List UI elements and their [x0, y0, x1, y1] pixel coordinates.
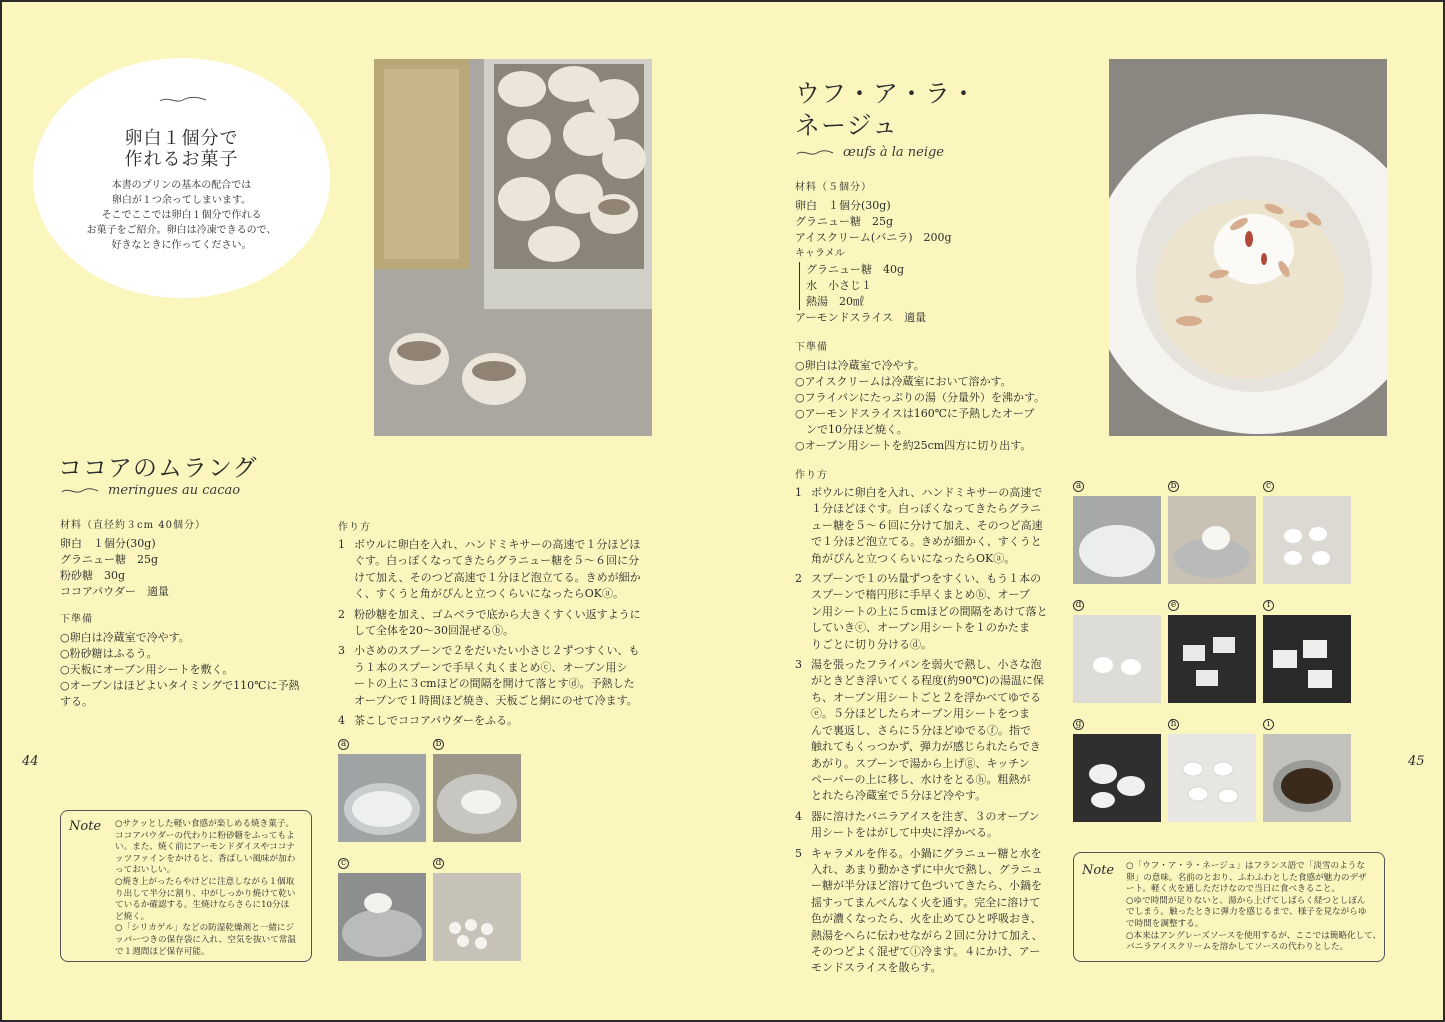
ingredient: 卵白 １個分(30g)	[60, 537, 156, 550]
step-photo-f	[1263, 615, 1351, 703]
step-number: 5	[795, 846, 802, 860]
step-number: 3	[338, 644, 345, 658]
caramel-list	[799, 262, 1065, 310]
right-ingredients	[795, 180, 1065, 454]
method-heading: 作り方	[795, 470, 828, 481]
page-number-left: 44	[22, 754, 39, 769]
step	[338, 537, 658, 603]
step-photo-b	[433, 754, 521, 842]
ingredient: ココアパウダー 適量	[60, 585, 170, 598]
step-photo-c	[338, 873, 426, 961]
note-label: Note	[1082, 863, 1115, 878]
ingredient: グラニュー糖 40g	[806, 263, 905, 276]
ingredients-heading: 材料（直径約３cm 40個分）	[60, 520, 206, 531]
ingredient: アイスクリーム(バニラ) 200g	[795, 231, 952, 244]
step-text: キャラメルを作る。小鍋にグラニュー糖と水を 入れ、あまり動かさずに中火で熱し、グラニュ ー糖が半分ほど溶けて色づいてきたら、小鍋を 揺すってまんべんなく火を通す。完全に溶けて 色が濃くなったら、火を止めてひと呼吸おき、 熱湯をへらに伝わせながら２回に分けて加え、 そのつどよく混ぜてⓘ冷ます。４にかけ、アー モンドスライスを散らす。	[811, 846, 1043, 975]
right-note-box	[1073, 852, 1385, 962]
step-number: 1	[795, 486, 802, 499]
right-method	[795, 466, 1065, 981]
note-label: Note	[69, 819, 102, 834]
step-number: 2	[338, 607, 345, 621]
step-text: 茶こしでココアパウダーをふる。	[354, 714, 519, 728]
step-photo-a	[338, 754, 426, 842]
method-heading: 作り方	[338, 522, 371, 533]
prep-item: ○オーブン用シートを約25cm四方に切り出す。	[795, 439, 1032, 452]
step	[338, 643, 658, 709]
intro-title: 卵白１個分で 作れるお菓子	[124, 128, 239, 170]
step-number: 2	[795, 572, 802, 586]
step-number: 4	[338, 714, 345, 728]
step-photo-a	[1073, 496, 1161, 584]
step-photo-c	[1263, 496, 1351, 584]
step-photo-e	[1168, 615, 1256, 703]
ingredient: キャラメル	[795, 248, 845, 259]
dessert-photo	[1109, 59, 1387, 436]
right-subtitle-text: œufs à la neige	[843, 145, 945, 160]
right-recipe-subtitle	[795, 145, 944, 160]
prep-item: する。	[60, 695, 93, 708]
step-number: 4	[795, 809, 802, 823]
photo-label: f	[1263, 600, 1274, 611]
step-text: 湯を張ったフライパンを弱火で熱し、小さな泡 がときどき浮いてくる程度(約90℃)の湯温に保 ち、オーブン用シートごと２を浮かべてゆでる ⓔ。５分ほどしたらオーブン用シートをつま んで裏返し、さらに５分ほどゆでるⓕ。指で 触れてもくっつかず、弾力が感じられたらでき あがり。スプーンで湯から上げⓖ、キッチン ペーパーの上に移し、水けをとるⓗ。粗熱が とれたら冷蔵室で５分ほど冷やす。	[811, 658, 1044, 803]
photo-label: c	[1263, 481, 1274, 492]
step-text: ボウルに卵白を入れ、ハンドミキサーの高速で１分ほどほ ぐす。白っぽくなってきたらグラニュー糖を５〜６回に分 けて加え、そのつど高速で１分ほど泡立てる。きめが細か く、すくうと角がぴんと立つくらいになったらOKⓐ。	[354, 538, 641, 601]
prep-item: ○卵白は冷蔵室で冷やす。	[795, 359, 925, 372]
step-photo-d	[1073, 615, 1161, 703]
left-note-box	[60, 810, 312, 962]
meringue-photo	[374, 59, 652, 436]
prep-item: ○アーモンドスライスは160℃に予熱したオーブ	[795, 407, 1035, 420]
step	[795, 809, 1065, 842]
step-photo-b	[1168, 496, 1256, 584]
ingredient: 水 小さじ１	[806, 279, 872, 292]
step-number: 1	[338, 538, 345, 551]
flourish-icon	[158, 94, 208, 106]
photo-label: e	[1168, 600, 1179, 611]
step	[338, 713, 658, 729]
ingredient: グラニュー糖 25g	[795, 215, 894, 228]
right-title-line2: ネージュ	[795, 111, 899, 140]
intro-body: 本書のプリンの基本の配合では 卵白が１つ余ってしまいます。 そこでここでは卵白１個分で作れる お菓子をご紹介。卵白は冷凍できるので、 好きなときに作ってください。	[86, 180, 277, 251]
photo-label: d	[1073, 600, 1084, 611]
page-number-right: 45	[1408, 754, 1425, 769]
ingredients-heading: 材料（５個分）	[795, 182, 872, 193]
right-recipe-title	[795, 78, 977, 142]
left-recipe-subtitle	[60, 483, 240, 498]
prep-heading: 下準備	[795, 342, 828, 353]
step	[795, 485, 1065, 567]
step-photo-i	[1263, 734, 1351, 822]
step-text: 小さめのスプーンで２をだいたい小さじ２ずつすくい、も う１本のスプーンで手早く丸くまとめⓒ、オーブン用シ ートの上に３cmほどの間隔を開けて落とすⓓ。予熱した オーブンで１時間ほど焼き、天板ごと網にのせて冷ます。	[354, 644, 640, 707]
ingredient: 粉砂糖 30g	[60, 569, 126, 582]
step-text: 器に溶けたバニラアイスを注ぎ、３のオーブン 用シートをはがして中央に浮かべる。	[811, 809, 1040, 840]
left-recipe-title: ココアのムラング	[58, 454, 258, 482]
photo-label: b	[433, 739, 444, 750]
step	[338, 607, 658, 640]
step-text: 粉砂糖を加え、ゴムベラで底から大きくすくい返すように して全体を20〜30回混ぜるⓑ。	[354, 607, 641, 638]
prep-item: ンで10分ほど焼く。	[795, 423, 908, 436]
prep-heading: 下準備	[60, 614, 93, 625]
photo-label: a	[1073, 481, 1084, 492]
note-text: ○サクッとした軽い食感が楽しめる焼き菓子。 ココアパウダーの代わりに粉砂糖をふってもよ い。また、焼く前にアーモンドダイスやココナ ッツファインをかけると、香ばしい風味が加わ っておいしい。 ○焼き上がったらやけどに注意しながら１個取 り出して半分に割り、中がしっかり焼けて乾い ているか確認する。生焼けならさらに10分ほ ど焼く。 ○「シリカゲル」などの防湿乾燥剤と一緒にジ ッパーつきの保存袋に入れ、空気を抜いて常温 で１週間ほど保存可能。	[115, 819, 296, 957]
ingredient: 卵白 １個分(30g)	[795, 199, 891, 212]
prep-item: ○粉砂糖はふるう。	[60, 647, 158, 660]
photo-label: d	[433, 858, 444, 869]
left-subtitle-text: meringues au cacao	[108, 483, 241, 498]
ingredient: 熱湯 20㎖	[806, 295, 864, 308]
photo-label: c	[338, 858, 349, 869]
prep-item: ○卵白は冷蔵室で冷やす。	[60, 631, 190, 644]
flourish-icon	[60, 486, 100, 496]
prep-item: ○オーブンはほどよいタイミングで110℃に予熱	[60, 679, 300, 692]
step-photo-d	[433, 873, 521, 961]
step-photo-h	[1168, 734, 1256, 822]
photo-label: g	[1073, 719, 1084, 730]
step-text: スプーンで１の½量ずつをすくい、もう１本の スプーンで楕円形に手早くまとめⓑ、オーブ ン用シートの上に５cmほどの間隔をあけて落と していきⓒ、オーブン用シートを１のかたま りごとに切り分けるⓓ。	[811, 572, 1048, 651]
left-method	[338, 518, 658, 733]
step-text: ボウルに卵白を入れ、ハンドミキサーの高速で １分ほどほぐす。白っぽくなってきたらグラニ ュー糖を５〜６回に分けて加え、そのつど高速 で１分ほど泡立てる。きめが細かく、すくうと 角がぴんと立つくらいになったらOKⓐ。	[811, 486, 1043, 565]
photo-label: i	[1263, 719, 1274, 730]
photo-label: b	[1168, 481, 1179, 492]
step-photo-g	[1073, 734, 1161, 822]
prep-item: ○天板にオーブン用シートを敷く。	[60, 663, 234, 676]
step-number: 3	[795, 658, 802, 672]
ingredient: アーモンドスライス 適量	[795, 311, 927, 324]
prep-item: ○アイスクリームは冷蔵室において溶かす。	[795, 375, 1012, 388]
intro-oval	[33, 58, 330, 298]
photo-label: a	[338, 739, 349, 750]
note-text: ○「ウフ・ア・ラ・ネージュ」はフランス語で「淡雪のような 卵」の意味。名前のとおり、ふわふわとした食感が魅力のデザ ート。軽く火を通しただけなので当日に食べきること。 ○ゆで時間が足りないと、湯から上げてしばらく経つとしぼん でしまう。触ったときに弾力を感じるまで、様子を見ながらゆ で時間を調整する。 ○本来はアングレーズソースを使用するが、ここでは簡略化して、 バニラアイスクリームを溶かしてソースの代わりとした。	[1126, 861, 1382, 953]
left-ingredients	[60, 518, 320, 710]
photo-label: h	[1168, 719, 1179, 730]
step	[795, 657, 1065, 805]
right-title-line1: ウフ・ア・ラ・	[795, 79, 978, 108]
step	[795, 846, 1065, 977]
flourish-icon	[795, 148, 835, 158]
step	[795, 571, 1065, 653]
ingredient: グラニュー糖 25g	[60, 553, 159, 566]
prep-item: ○フライパンにたっぷりの湯（分量外）を沸かす。	[795, 391, 1046, 404]
